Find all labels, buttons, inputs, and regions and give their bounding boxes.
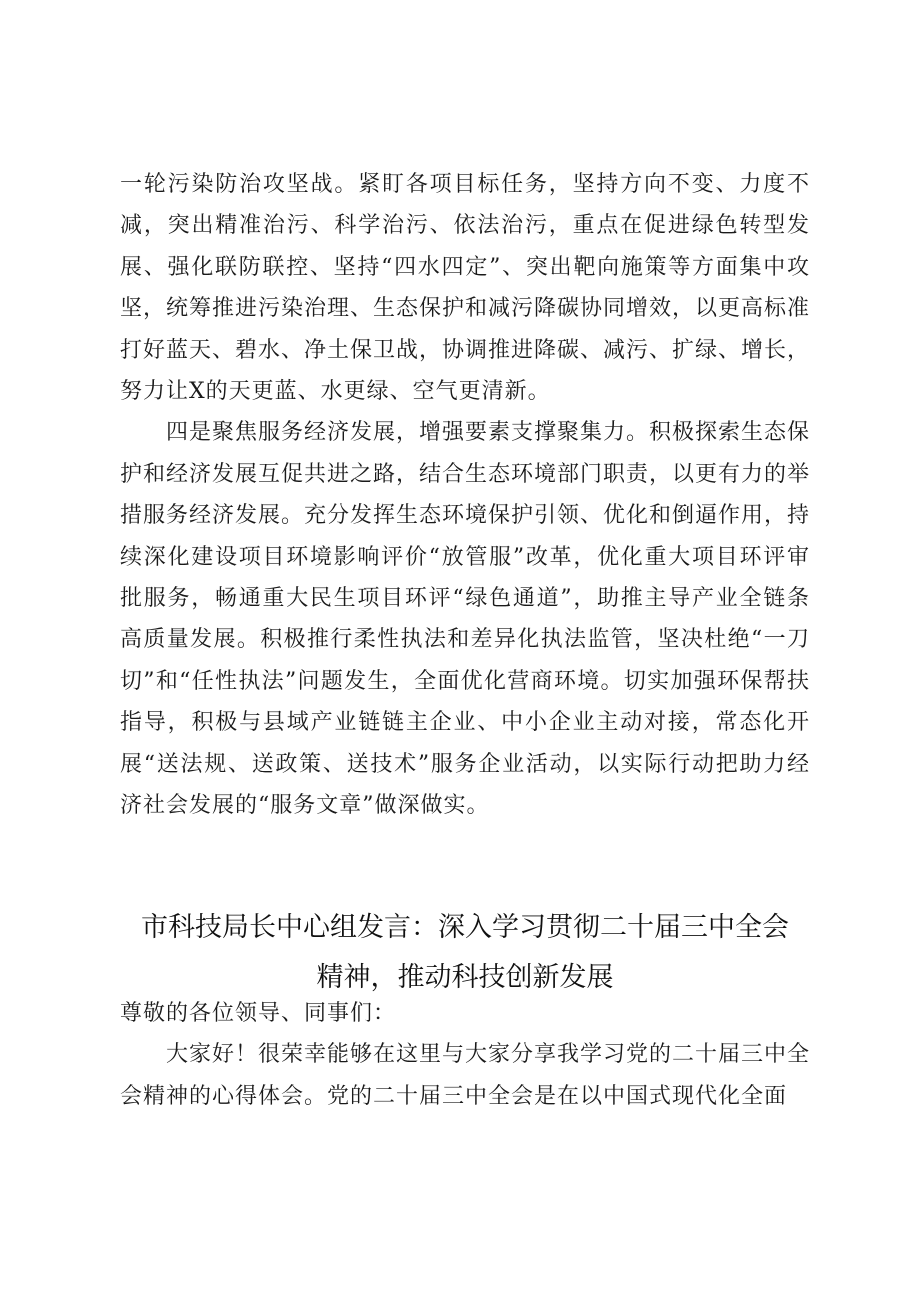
speech-body bbox=[120, 993, 810, 1117]
paragraph-economic-service: 四是聚焦服务经济发展，增强要素支撑聚集力。积极探索生态保护和经济发展互促共进之路，结合生态环境部门职责，以更有力的举措服务经济发展。充分发挥生态环境保护引领、优化和倒逼作用，持续深化建设项目环境影响评价“放管服”改革，优化重大项目环评审批服务，畅通重大民生项目环评“绿色通道”，助推主导产业全链条高质量发展。积极推行柔性执法和差异化执法监管，坚决杜绝“一刀切”和“任性执法”问题发生，全面优化营商环境。切实加强环保帮扶指导，积极与县域产业链链主企业、中小企业主动对接，常态化开展“送法规、送政策、送技术”服务企业活动，以实际行动把助力经济社会发展的“服务文章”做深做实。 bbox=[120, 420, 811, 819]
title-line-1: 市科技局长中心组发言：深入学习贯彻二十届三中全会 bbox=[141, 912, 789, 943]
article-title bbox=[120, 903, 810, 1003]
salutation: 尊敬的各位领导、同事们： bbox=[120, 1001, 397, 1026]
paragraph-pollution-control: 一轮污染防治攻坚战。紧盯各项目标任务，坚持方向不变、力度不减，突出精准治污、科学治污、依法治污，重点在促进绿色转型发展、强化联防联控、坚持“四水四定”、突出靶向施策等方面集中攻坚，统筹推进污染治理、生态保护和减污降碳协同增效，以更高标准打好蓝天、碧水、净土保卫战，协调推进降碳、减污、扩绿、增长，努力让X的天更蓝、水更绿、空气更清新。 bbox=[120, 172, 811, 405]
opening-paragraph: 大家好！很荣幸能够在这里与大家分享我学习党的二十届三中全会精神的心得体会。党的二十届三中全会是在以中国式现代化全面 bbox=[120, 1042, 811, 1109]
body-text-top bbox=[120, 164, 810, 827]
title-line-2: 精神，推动科技创新发展 bbox=[316, 962, 614, 993]
